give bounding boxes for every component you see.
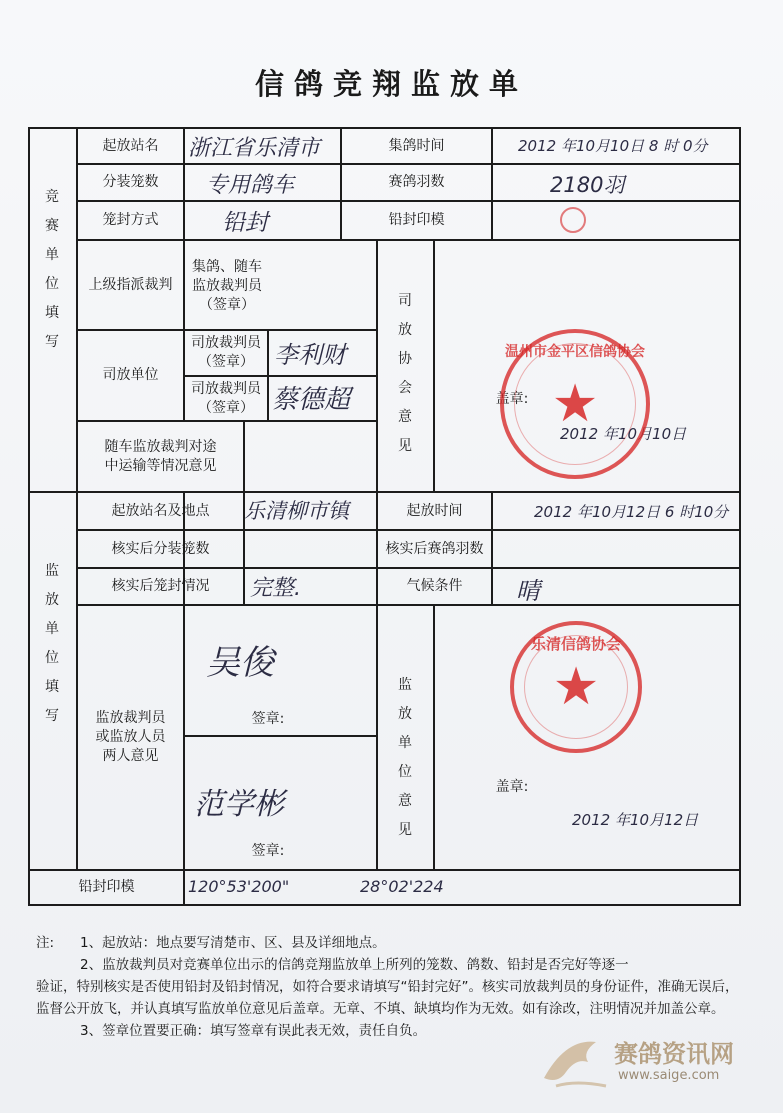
release-time-label: 起放时间 [406, 502, 463, 519]
notes-section [36, 932, 748, 1042]
border-bottom [28, 904, 741, 906]
seal-star-icon: ★ [551, 374, 599, 434]
signature-1: 吴俊 [206, 643, 274, 683]
seal-imprint-label: 铅封印模 [78, 879, 135, 895]
release-time-value: 2012 年10月12日 6 时10分 [534, 503, 729, 521]
col-line [433, 604, 435, 869]
bird-count-value: 2180羽 [550, 173, 625, 197]
stamp-date-2: 2012 年10月12日 [572, 811, 699, 829]
seal-stamp-label: 铅封印模 [388, 212, 445, 228]
coords-value-2: 28°02'224 [360, 877, 444, 896]
release-place-label: 起放站名及地点 [111, 502, 210, 519]
release-judge-signature-2: 蔡德超 [272, 385, 351, 415]
unit-opinion-label: 监 放 单 位 意 见 [398, 677, 412, 838]
note-item-2: 2、监放裁判员对竞赛单位出示的信鸽竞翔监放单上所列的笼数、鸽数、铅封是否完好等逐一 [80, 957, 629, 973]
section-supervisor-label: 监 放 单 位 填 写 [45, 563, 59, 724]
notes-label: 注: [36, 935, 55, 951]
coords-value-1: 120°53'200" [188, 877, 290, 896]
col-line [183, 127, 185, 239]
sign-label-2: 签章: [251, 842, 285, 859]
release-judge-signature-1: 李利财 [274, 341, 346, 369]
col-line [243, 420, 245, 491]
supervisor-seal [510, 621, 642, 753]
watermark-url: www.saige.com [618, 1068, 720, 1083]
note-row-1 [36, 932, 748, 954]
form-table [28, 127, 741, 906]
weather-label: 气候条件 [406, 578, 463, 594]
col-line [433, 239, 435, 491]
note-item-1: 1、起放站：地点要写清楚市、区、县及详细地点。 [80, 935, 386, 951]
collection-time-label: 集鸽时间 [388, 137, 445, 154]
release-station-label: 起放站名 [102, 137, 159, 154]
col-line [491, 127, 493, 239]
release-judge-label-1: 司放裁判员 （签章） [191, 335, 261, 370]
basket-count-value: 专用鸽车 [206, 173, 295, 198]
form-title: 信鸽竞翔监放单 [254, 67, 528, 101]
border-left [28, 127, 30, 906]
stamp-label-2: 盖章: [495, 778, 529, 795]
stamp-date-1: 2012 年10月10日 [560, 425, 687, 443]
sign-label-1: 签章: [251, 710, 285, 727]
verified-birds-label: 核实后赛鸽羽数 [385, 540, 484, 557]
border-right [739, 127, 741, 906]
stamp-label-1: 盖章: [495, 390, 529, 407]
association-opinion-label: 司 放 协 会 意 见 [398, 293, 412, 454]
basket-count-label: 分装笼数 [102, 174, 159, 190]
weather-value: 晴 [516, 577, 540, 605]
pigeon-logo-icon [536, 1028, 612, 1092]
watermark-name: 赛鸽资讯网 [614, 1040, 734, 1068]
association-seal [500, 329, 650, 479]
site-watermark [536, 1028, 746, 1098]
signature-2: 范学彬 [194, 787, 284, 822]
col-line [376, 604, 378, 869]
row-line [183, 735, 378, 737]
seal-star-icon: ★ [552, 657, 600, 717]
seal-method-value: 铅封 [222, 210, 268, 236]
collection-time-value: 2012 年10月10日 8 时 0分 [518, 137, 708, 155]
release-unit-label: 司放单位 [102, 367, 159, 383]
note-item-2-cont: 验证，特别核实是否使用铅封及铅封情况，如符合要求请填写“铅封完好”。核实司放裁判员的身份证件，准确无误后，监督公开放飞，并认真填写监放单位意见后盖章。无章、不填、缺填均作为无效。如有涂改，注明情况并加盖公章。 [36, 979, 739, 1017]
release-station-value: 浙江省乐清市 [188, 136, 321, 161]
note-item-3: 3、签章位置要正确：填写签章有误此表无效，责任自负。 [80, 1023, 427, 1039]
small-seal-imprint [560, 207, 586, 233]
appointed-judge-label: 上级指派裁判 [88, 276, 173, 293]
verified-seal-value: 完整. [250, 576, 301, 601]
release-judge-label-2: 司放裁判员 （签章） [191, 380, 261, 416]
release-place-value: 乐清柳市镇 [244, 499, 349, 523]
col-line [491, 491, 493, 604]
escort-judge-label: 集鸽、随车 监放裁判员 （签章） [192, 258, 262, 313]
section-competitor-label: 竞 赛 单 位 填 写 [45, 189, 59, 350]
transport-opinion-label: 随车监放裁判对途 中运输等情况意见 [104, 438, 217, 474]
seal-method-label: 笼封方式 [102, 212, 159, 228]
seal-1-text: 温州市金平区信鸽协会 [505, 344, 645, 360]
col-line [376, 239, 378, 491]
col-line [267, 329, 269, 420]
seal-2-text: 乐清信鸽协会 [530, 635, 621, 653]
col-line [183, 869, 185, 904]
bird-count-label: 赛鸽羽数 [388, 174, 445, 190]
supervisor-opinion-label: 监放裁判员 或监放人员 两人意见 [95, 710, 166, 764]
verified-baskets-label: 核实后分装笼数 [111, 540, 210, 557]
verified-seal-label: 核实后笼封情况 [111, 578, 210, 594]
